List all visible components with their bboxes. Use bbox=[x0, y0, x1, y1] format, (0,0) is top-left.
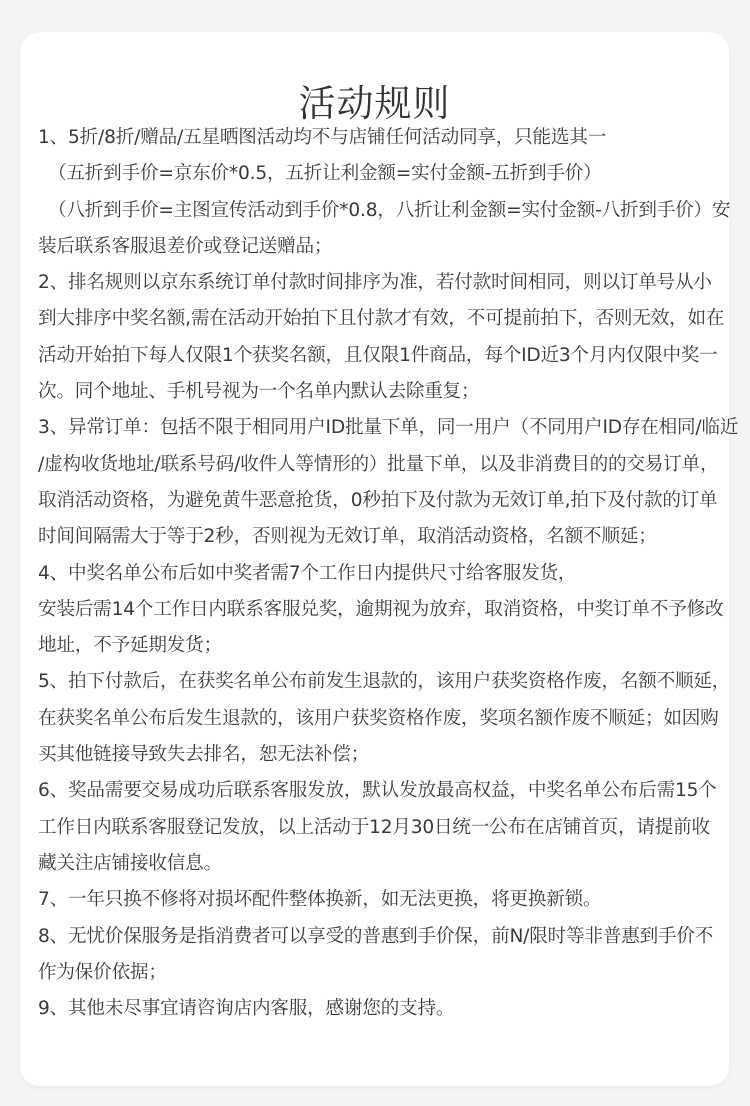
rule-line: （五折到手价=京东价*0.5，五折让利金额=实付金额-五折到手价） bbox=[48, 163, 602, 185]
rule-item-5 bbox=[38, 664, 731, 773]
rule-line: 在获奖名单公布后发生退款的，该用户获奖资格作废，奖项名额作废不顺延；如因购 bbox=[38, 707, 719, 729]
rule-item-9 bbox=[38, 991, 728, 1027]
rule-line: 时间间隔需大于等于2秒，否则视为无效订单，取消活动资格，名额不顺延； bbox=[38, 526, 657, 548]
rule-line: 作为保价依据； bbox=[38, 961, 167, 983]
rule-line: 工作日内联系客服登记发放，以上活动于12月30日统一公布在店铺首页，请提前收 bbox=[38, 816, 710, 838]
rule-line: 到大排序中奖名额,需在活动开始拍下且付款才有效，不可提前拍下，否则无效，如在 bbox=[38, 308, 725, 330]
rule-line: 7、一年只换不修将对损坏配件整体换新，如无法更换，将更换新锁。 bbox=[38, 889, 602, 911]
rule-line: 5、拍下付款后，在获奖名单公布前发生退款的，该用户获奖资格作废，名额不顺延， bbox=[38, 671, 731, 693]
rule-line: 藏关注店铺接收信息。 bbox=[38, 852, 222, 874]
rule-line: 6、奖品需要交易成功后联系客服发放，默认发放最高权益，中奖名单公布后需15个 bbox=[38, 780, 717, 802]
rule-item-8 bbox=[38, 919, 728, 992]
rule-line: 4、中奖名单公布后如中奖者需7个工作日内提供尺寸给客服发货， bbox=[38, 562, 577, 584]
rule-item-2 bbox=[38, 265, 728, 410]
rule-line: 次。同个地址、手机号视为一个名单内默认去除重复； bbox=[38, 381, 480, 403]
rule-item-6 bbox=[38, 773, 728, 882]
rule-line: 8、无忧价保服务是指消费者可以享受的普惠到手价保，前N/限时等非普惠到手价不 bbox=[38, 925, 714, 947]
rule-item-1 bbox=[38, 120, 731, 265]
rule-line: 活动开始拍下每人仅限1个获奖名额，且仅限1件商品，每个ID近3个月内仅限中奖一 bbox=[38, 344, 718, 366]
rules-card bbox=[20, 32, 739, 1086]
rule-line: /虚构收货地址/联系号码/收件人等情形的）批量下单，以及非消费目的的交易订单， bbox=[38, 453, 719, 475]
rule-line: 1、5折/8折/赠品/五星晒图活动均不与店铺任何活动同享，只能选其一 bbox=[38, 127, 607, 148]
rule-line: 地址，不予延期发货； bbox=[38, 635, 222, 657]
rule-line: 安装后需14个工作日内联系客服兑奖，逾期视为放弃，取消资格，中奖订单不予修改 bbox=[38, 598, 724, 620]
page-title: 活动规则 bbox=[298, 81, 451, 125]
rule-line: 买其他链接导致失去排名，恕无法补偿； bbox=[38, 744, 370, 766]
rule-item-3 bbox=[38, 410, 739, 555]
rules-list bbox=[38, 120, 739, 1027]
rule-item-7 bbox=[38, 882, 728, 918]
rule-line: 9、其他未尽事宜请咨询店内客服，感谢您的支持。 bbox=[38, 998, 455, 1020]
rule-line: 2、排名规则以京东系统订单付款时间排序为准，若付款时间相同，则以订单号从小 bbox=[38, 272, 712, 294]
rule-line: （八折到手价=主图宣传活动到手价*0.8，八折让利金额=实付金额-八折到手价）安 bbox=[48, 199, 731, 221]
rule-line: 装后联系客服退差价或登记送赠品； bbox=[38, 235, 333, 257]
rule-line: 3、异常订单：包括不限于相同用户ID批量下单，同一用户（不同用户ID存在相同/临近 bbox=[38, 417, 739, 439]
rule-line: 取消活动资格，为避免黄牛恶意抢货，0秒拍下及付款为无效订单,拍下及付款的订单 bbox=[38, 489, 718, 511]
rule-item-4 bbox=[38, 556, 728, 665]
